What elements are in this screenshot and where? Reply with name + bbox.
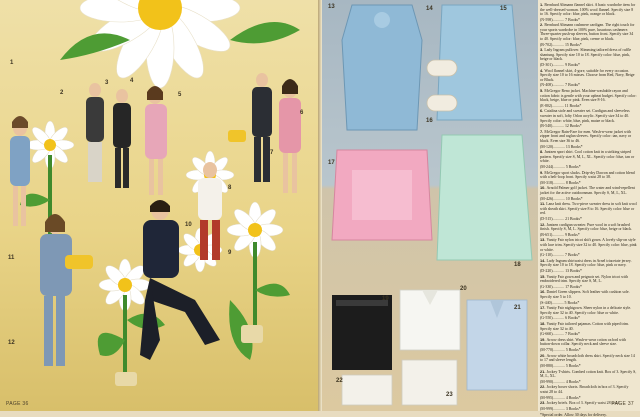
item-number-20: 20: [460, 286, 467, 292]
copy-entry-number: 7.: [540, 128, 545, 134]
copy-entry-text: Lanz knit dress. Two-piece sweater dress in soft knit wool with sheath skirt. Specify size 8 to 16. Specify color: blue or red.: [540, 202, 637, 216]
item-number-13: 13: [328, 4, 335, 10]
copy-entry: [540, 275, 637, 284]
copy-entry-number: 10.: [540, 185, 547, 191]
copy-entry: [540, 223, 637, 232]
item-number-6: 6: [300, 110, 304, 116]
copy-entry-number: 16.: [540, 289, 547, 295]
copy-entry-text: (G-550)............ 6 Books*: [540, 316, 580, 321]
copy-entry: [540, 301, 637, 306]
copy-entry-text: (G-660)............ 7 Books*: [540, 332, 580, 337]
copy-entry: [540, 269, 637, 274]
item-number-11: 11: [8, 255, 15, 261]
copy-entry-number: 5.: [540, 88, 545, 94]
item-number-21: 21: [514, 305, 521, 311]
copy-entry: [540, 354, 637, 363]
copy-entry-text: Catalina stole and sweater set. Cardigan and sleeveless sweater in soft, lofty Orlon acrylic. Specify size 34 to 40. Specify color: white, blue, pink, maize or black.: [540, 109, 630, 123]
copy-entry: [540, 306, 637, 315]
copy-entry-text: (M-880)............ 5 Books*: [540, 363, 581, 368]
copy-entry-text: (G-110)............ 7 Books*: [540, 253, 580, 258]
copy-entry-text: (N-598)............ 7 Books*: [540, 17, 580, 22]
copy-entry-text: (M-990)............ 4 Books*: [540, 379, 581, 384]
copy-entry-text: (M-426)............ 10 Books*: [540, 196, 583, 201]
copy-entry: [540, 413, 637, 417]
copy-entry-text: Jockey boxer shorts. Broadcloth in box of 3. Specify waist 28 to 44.: [540, 385, 629, 394]
copy-entry-text: McGregor sport slacks. Drip-dry Dacron and cotton blend with a belt-loop front. Specify waist 28 to 38.: [540, 170, 635, 180]
right-page-product-photo: [322, 0, 538, 411]
copy-entry: [540, 130, 637, 144]
copy-entry-text: Daniel Green slippers. Soft leather with cushion sole. Specify size 5 to 10.: [540, 290, 630, 299]
copy-entry-text: (B-702)............ 15 Books*: [540, 42, 582, 47]
copy-entry: [540, 23, 637, 41]
item-number-23: 23: [446, 392, 453, 398]
copy-entry-number: 23.: [540, 400, 547, 406]
item-number-19: 19: [382, 296, 389, 302]
copy-entry: [540, 332, 637, 337]
item-number-12: 12: [8, 340, 15, 346]
copy-entry-text: McGregor Rain-Fare for men. Wash-n-wear jacket with zipper front and raglan sleeves. Specify color: tan, navy or black. Even size 36 to 46.: [540, 129, 632, 143]
copy-entry-text: Arrow white broadcloth dress shirt. Specify neck size 14 to 17 and sleeve length.: [540, 353, 635, 363]
item-number-3: 3: [105, 80, 109, 86]
left-page-folio: PAGE 36: [6, 401, 29, 407]
copy-entry: [540, 186, 637, 195]
right-page-folio: PAGE 37: [611, 401, 634, 407]
copy-entry: [540, 43, 637, 48]
item-number-8: 8: [228, 185, 232, 191]
copy-entry-text: Lady Ingram shirtwaist dress in Arnel triacetate jersey. Specify size 10 to 18. Specify color: blue, pink or navy.: [540, 258, 632, 268]
copy-entry: [540, 150, 637, 164]
copy-entry-number: 14.: [540, 257, 547, 263]
copy-entry-text: Jantzen sport shirt. Cool cotton knit in a striking striped pattern. Specify size S, M, L, XL. Specify color: blue, tan or white.: [540, 150, 635, 164]
copy-entry-number: 19.: [540, 336, 547, 342]
item-number-18: 18: [514, 262, 521, 268]
copy-entry: [540, 69, 637, 83]
item-number-22: 22: [336, 378, 343, 384]
copy-entry: [540, 83, 637, 88]
copy-entry-number: 9.: [540, 169, 545, 175]
copy-entry: [540, 380, 637, 385]
copy-entry: [540, 348, 637, 353]
copy-entry: [540, 48, 637, 62]
copy-entry: [540, 104, 637, 109]
copy-entry: [540, 238, 637, 252]
copy-entry: [540, 89, 637, 103]
copy-entry-text: (B-651)............ 9 Books*: [540, 232, 580, 237]
copy-entry-text: Jockey T-shirts. Combed cotton knit. Box of 3. Specify S, M, L, XL.: [540, 369, 637, 379]
copy-entry: [540, 145, 637, 150]
copy-entry: [540, 407, 637, 412]
item-number-4: 4: [130, 78, 134, 84]
copy-entry-text: (M-318)............ 8 Books*: [540, 180, 581, 185]
copy-entry-text: Bernhard Altmann cashmere cardigan. The right touch for your sports wardrobe in 100% pure, luxurious cashmere. Three-quarter push-up sleeves, button front. Specify size 34 to 40. Specify color: blue, pink, creme or black.: [540, 23, 635, 42]
copy-entry-number: 15.: [540, 273, 547, 279]
copy-entry-number: 8.: [540, 149, 545, 155]
copy-entry: [540, 18, 637, 23]
copy-entry-text: Bernhard Altmann flannel skirt. A basic wardrobe item for the well-dressed woman. 100% wool flannel. Specify size 8 to 16. Specify color: blue, pink, orange or black.: [540, 3, 636, 17]
copy-entry-text: (D-301)............ 9 Books*: [540, 63, 580, 68]
copy-entry-text: Vanity Fair gown and peignoir set. Nylon tricot with embroidered trim. Specify size S, M, L.: [540, 274, 629, 284]
copy-entry-text: Arrow dress shirt. Wash-n-wear cotton oxford with button-down collar. Specify neck and sleeve size.: [540, 337, 626, 347]
item-number-1: 1: [10, 60, 14, 66]
item-number-14: 14: [426, 6, 433, 12]
item-number-7: 7: [270, 150, 274, 156]
copy-entry: [540, 370, 637, 379]
copy-entry-text: Vanity Fair nightgown. Sheer nylon in a delicate style. Specify size 32 to 40. Specify color: blue or white.: [540, 306, 632, 315]
copy-entry-number: 2.: [540, 22, 545, 28]
copy-entry-text: (M-999)............ 3 Books*: [540, 406, 581, 411]
copy-entry-text: (M-244)............ 5 Books*: [540, 164, 581, 169]
copy-entry: [540, 396, 637, 401]
item-number-2: 2: [60, 90, 64, 96]
copy-entry: [540, 109, 637, 123]
copy-entry-text: (D-515)............ 21 Books*: [540, 216, 582, 221]
item-number-9: 9: [228, 250, 232, 256]
copy-entry: [540, 290, 637, 299]
copy-entry-number: 12.: [540, 221, 547, 227]
garments-illustration: [322, 0, 538, 411]
copy-entry-text: Lady Ingram pullover. Slimming tailored dress of ruffle shantung. Specify size 10 to 18. Specify color: blue, pink, beige or black.: [540, 48, 632, 62]
copy-entry-text: Vanity Fair tailored pajamas. Cotton with piped trim. Specify size 32 to 40.: [540, 322, 629, 331]
copy-entry-number: 18.: [540, 321, 547, 327]
copy-entry-text: (M-770)............ 5 Books*: [540, 348, 581, 353]
copy-entry-text: Vanity Fair nylon tricot shift gown. A lovely slip-on style with lace trim. Specify size 32 to 40. Specify color: blue, pink or white.: [540, 238, 637, 252]
copy-entry: [540, 338, 637, 347]
item-number-16: 16: [426, 118, 433, 124]
copy-entry: [540, 63, 637, 68]
daisy-scene-illustration: [0, 0, 318, 411]
copy-entry-text: (E-802)............ 11 Books*: [540, 103, 582, 108]
copy-entry: [540, 364, 637, 369]
copy-entry-number: 11.: [540, 201, 547, 207]
item-number-15: 15: [500, 6, 507, 12]
copy-entry-text: Jantzen cardigan sweater. Pure wool in a soft brushed finish. Specify S, M, L. Specify color: blue, beige or black.: [540, 222, 633, 232]
copy-entry: [540, 316, 637, 321]
copy-entry-number: 3.: [540, 47, 545, 53]
copy-entry-number: 20.: [540, 352, 547, 358]
copy-entry: [540, 165, 637, 170]
copy-entry-text: (D-220)............ 13 Books*: [540, 268, 582, 273]
copy-entry-text: (N-408)............ 7 Books*: [540, 83, 580, 88]
copy-entry: [540, 217, 637, 222]
copy-entry: [540, 322, 637, 331]
copy-entry: [540, 233, 637, 238]
copy-entry: [540, 124, 637, 129]
copy-entry: [540, 259, 637, 268]
copy-entry-text: Wool flannel skirt, 4-gore, suitable for every occasion. Specify size 10 to 16 misses. Choose from Red, Navy, Beige or Black.: [540, 68, 635, 82]
copy-entry: [540, 197, 637, 202]
copy-entry-text: Jockey briefs. Box of 3. Specify waist 28 to 44.: [546, 401, 621, 406]
copy-entry-number: 13.: [540, 237, 547, 243]
copy-entry: [540, 253, 637, 258]
copy-entry: [540, 3, 637, 17]
copy-entry-text: *Special order. Allow 30 days for delivery.: [540, 412, 607, 417]
copy-entry-text: Arnold Palmer golf jacket. The water and wind-repellent jacket for the active outdoorsman. Specify S, M, L, XL.: [540, 186, 635, 195]
item-number-17: 17: [328, 160, 335, 166]
copy-entry-number: 22.: [540, 384, 547, 390]
copy-entry-text: (G-330)............ 17 Books*: [540, 284, 582, 289]
copy-entry-number: 4.: [540, 67, 545, 73]
copy-entry-text: (S-440)............ 5 Books*: [540, 300, 580, 305]
item-number-10: 10: [185, 222, 192, 228]
copy-entry-number: 21.: [540, 368, 547, 374]
copy-entry-number: 17.: [540, 305, 547, 311]
copy-entry: [540, 285, 637, 290]
copy-entry: [540, 202, 637, 216]
copy-entry-number: 6.: [540, 108, 545, 114]
copy-entry: [540, 385, 637, 394]
left-page-photo: [0, 0, 318, 411]
copy-entry-text: McGregor Reno jacket. Machine-washable rayon and cotton fabric is gentle with your upbeat budget. Specify color: black, beige, blue or pink. Even size 8-16.: [540, 89, 637, 103]
copy-entry-text: (M-120)............ 13 Books*: [540, 144, 583, 149]
copy-entry-number: 1.: [540, 2, 545, 7]
copy-entry-text: (B-540)............ 12 Books*: [540, 124, 582, 129]
copy-entry-text: (M-995)............ 4 Books*: [540, 395, 581, 400]
right-page: [322, 0, 640, 417]
item-number-5: 5: [178, 92, 182, 98]
copy-entry: [540, 181, 637, 186]
copy-entry: [540, 171, 637, 180]
